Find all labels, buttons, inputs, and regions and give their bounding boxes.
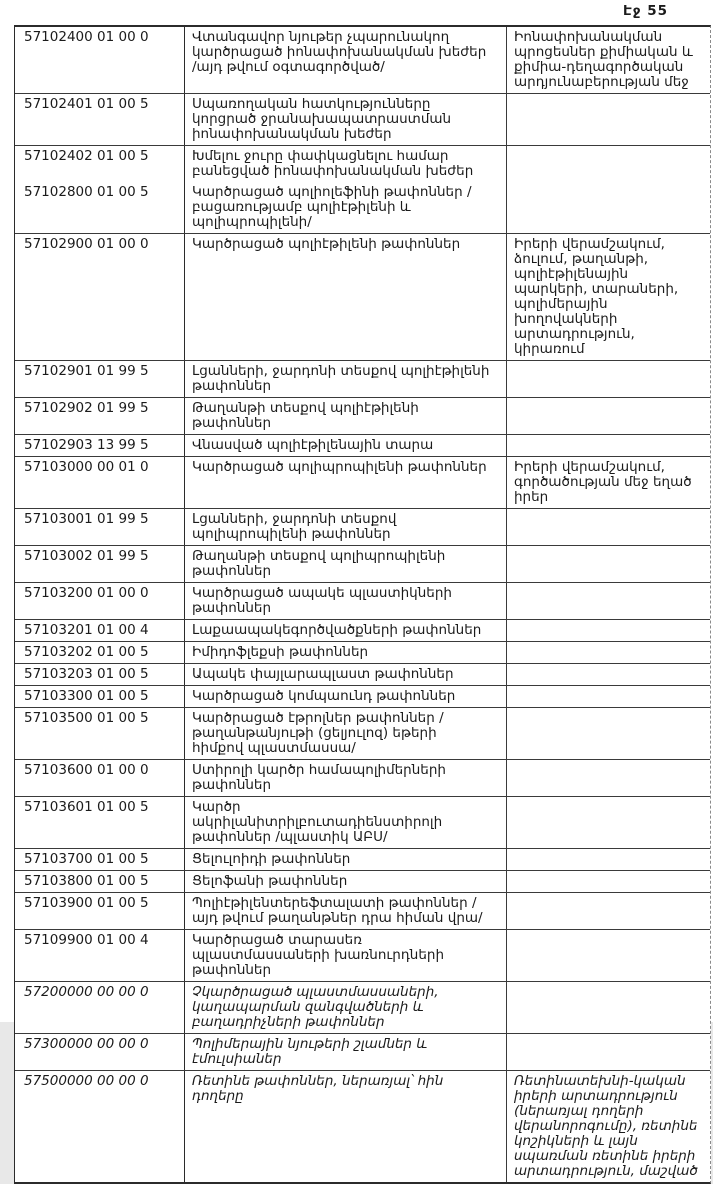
table-row — [15, 398, 710, 435]
waste-usage-note — [507, 849, 710, 870]
table-row — [15, 94, 710, 146]
waste-code: 57102401 01 00 5 — [15, 94, 185, 145]
table-row — [15, 760, 710, 797]
waste-code: 57102902 01 99 5 — [15, 398, 185, 434]
table-row — [15, 457, 710, 509]
waste-code: 57102800 01 00 5 — [15, 182, 185, 233]
table-row — [15, 797, 710, 849]
page-number: Էջ 55 — [622, 3, 668, 19]
waste-code: 57103203 01 00 5 — [15, 664, 185, 685]
table-row — [15, 234, 710, 361]
waste-description: Լաքաապակեգործվածքների թափոններ — [185, 620, 507, 641]
waste-description: Չկարծրացած պլաստմասսաների, կաղապարման զանգվածների և բաղադրիչների թափոններ — [185, 982, 507, 1033]
waste-usage-note — [507, 182, 710, 233]
table-row — [15, 361, 710, 398]
waste-usage-note: Իրերի վերամշակում, գործածության մեջ եղած իրեր — [514, 459, 692, 505]
waste-description: Թաղանթի տեսքով պոլիպրոպիլենի թափոններ — [185, 546, 507, 582]
waste-description: Պոլիէթիլենտերեֆտալատի թափոններ /այդ թվում թաղանթներ դրա հիման վրա/ — [185, 893, 507, 929]
waste-description: Կարծրացած պոլիէթիլենի թափոններ — [185, 234, 507, 360]
waste-description: Վտանգավոր նյութեր չպարունակող կարծրացած իոնափոխանակման խեժեր /այդ թվում օգտագործված/ — [185, 27, 507, 93]
waste-description: Լցանների, ջարդոնի տեսքով պոլիպրոպիլենի թափոններ — [185, 509, 507, 545]
table-row — [15, 27, 710, 94]
waste-description: Կարծրացած պոլիպրոպիլենի թափոններ — [185, 457, 507, 508]
waste-description: Պոլիմերային նյութերի շլամներ և էմուլսիաներ — [185, 1034, 507, 1070]
waste-description: Ապակե փայլարապլաստ թափոններ — [185, 664, 507, 685]
waste-description: Կարծրացած պոլիոլեֆինի թափոններ /բացառությամբ պոլիէթիլենի և պոլիպրոպիլենի/ — [185, 182, 507, 233]
waste-code: 57103200 01 00 0 — [15, 583, 185, 619]
waste-code: 57103601 01 00 5 — [15, 797, 185, 848]
waste-code: 57103900 01 00 5 — [15, 893, 185, 929]
waste-usage-note — [507, 361, 710, 397]
table-row — [15, 583, 710, 620]
waste-code: 57103201 01 00 4 — [15, 620, 185, 641]
table-row — [15, 146, 710, 182]
waste-description: Ցելոֆանի թափոններ — [185, 871, 507, 892]
table-row — [15, 982, 710, 1034]
waste-usage-note — [507, 583, 710, 619]
waste-description: Լցանների, ջարդոնի տեսքով պոլիէթիլենի թափոններ — [185, 361, 507, 397]
table-row — [15, 1034, 710, 1071]
waste-code: 57103002 01 99 5 — [15, 546, 185, 582]
waste-code: 57103202 01 00 5 — [15, 642, 185, 663]
waste-usage-note — [507, 982, 710, 1033]
waste-description: Ստիրոլի կարծր համապոլիմերների թափոններ — [185, 760, 507, 796]
waste-code: 57102402 01 00 5 — [15, 146, 185, 182]
waste-usage-note — [507, 1034, 710, 1070]
table-row — [15, 435, 710, 457]
table-row — [15, 930, 710, 982]
waste-usage-note — [507, 686, 710, 707]
waste-description: Իմիդոֆլեքսի թափոններ — [185, 642, 507, 663]
waste-description: Կարծրացած էթրոլներ թափոններ /թաղանթանյութի (ցելյուլոզ) եթերի հիմքով պլաստմասսա/ — [185, 708, 507, 759]
table-row — [15, 893, 710, 930]
waste-description: Վնասված պոլիէթիլենային տարա — [185, 435, 507, 456]
waste-usage-note: Իրերի վերամշակում, ձուլում, թաղանթի, պոլիէթիլենային պարկերի, տարաների, պոլիմերային խողովակների արտադրություն, կիրառում — [514, 236, 679, 357]
waste-code: 57103600 01 00 0 — [15, 760, 185, 796]
waste-code: 57300000 00 00 0 — [15, 1034, 185, 1070]
waste-description: Սպառողական հատկությունները կորցրած ջրանախապատրաստման իոնափոխանակման խեժեր — [185, 94, 507, 145]
table-row — [15, 686, 710, 708]
waste-description: Կարծր ակրիլանիտրիլբուտադիենստիրոլի թափոններ /պլաստիկ ԱԲՍ/ — [185, 797, 507, 848]
waste-description: Կարծրացած ապակե պլաստիկների թափոններ — [185, 583, 507, 619]
waste-usage-note: Ռետինատեխնի-կական իրերի արտադրություն (ներառյալ դողերի վերանորոգումը), ռետինե կոշիկների և լայն սպառման ռետինե իրերի արտադրություն, մաշված — [514, 1073, 698, 1179]
table-row — [15, 871, 710, 893]
waste-code: 57200000 00 00 0 — [15, 982, 185, 1033]
table-row — [15, 509, 710, 546]
waste-usage-note — [507, 546, 710, 582]
waste-code: 57103300 01 00 5 — [15, 686, 185, 707]
waste-code: 57109900 01 00 4 — [15, 930, 185, 981]
waste-code: 57102400 01 00 0 — [15, 27, 185, 93]
waste-usage-note — [507, 930, 710, 981]
waste-description: Խմելու ջուրը փափկացնելու համար բանեցված իոնափոխանակման խեժեր — [185, 146, 507, 182]
waste-usage-note — [507, 398, 710, 434]
waste-usage-note — [507, 146, 710, 182]
waste-usage-note — [507, 664, 710, 685]
waste-code: 57103000 00 01 0 — [15, 457, 185, 508]
waste-code: 57103500 01 00 5 — [15, 708, 185, 759]
waste-usage-note — [507, 708, 710, 759]
waste-description: Թաղանթի տեսքով պոլիէթիլենի թափոններ — [185, 398, 507, 434]
waste-usage-note — [507, 94, 710, 145]
waste-code: 57103800 01 00 5 — [15, 871, 185, 892]
waste-usage-note — [507, 642, 710, 663]
waste-usage-note — [507, 871, 710, 892]
waste-description: Կարծրացած կոմպաունդ թափոններ — [185, 686, 507, 707]
waste-code: 57500000 00 00 0 — [15, 1071, 185, 1182]
waste-code: 57103700 01 00 5 — [15, 849, 185, 870]
waste-description: Ցելուլոիդի թափոններ — [185, 849, 507, 870]
table-row — [15, 1071, 710, 1182]
waste-code: 57103001 01 99 5 — [15, 509, 185, 545]
table-row — [15, 182, 710, 234]
waste-usage-note — [507, 509, 710, 545]
table-row — [15, 642, 710, 664]
waste-code: 57102900 01 00 0 — [15, 234, 185, 360]
waste-classification-table — [14, 25, 711, 1184]
table-row — [15, 546, 710, 583]
table-row — [15, 620, 710, 642]
table-row — [15, 664, 710, 686]
waste-usage-note — [507, 620, 710, 641]
waste-usage-note — [507, 893, 710, 929]
waste-usage-note — [507, 435, 710, 456]
waste-usage-note: Իոնափոխանակման պրոցեսներ քիմիական և քիմիա-դեղագործական արդյունաբերության մեջ — [514, 29, 693, 90]
waste-code: 57102901 01 99 5 — [15, 361, 185, 397]
waste-code: 57102903 13 99 5 — [15, 435, 185, 456]
waste-description: Կարծրացած տարասեռ պլաստմասսաների խառնուրդների թափոններ — [185, 930, 507, 981]
waste-usage-note — [507, 760, 710, 796]
waste-usage-note — [507, 797, 710, 848]
waste-description: Ռետինե թափոններ, ներառյալ՝ հին դողերը — [185, 1071, 507, 1182]
table-row — [15, 708, 710, 760]
table-row — [15, 849, 710, 871]
